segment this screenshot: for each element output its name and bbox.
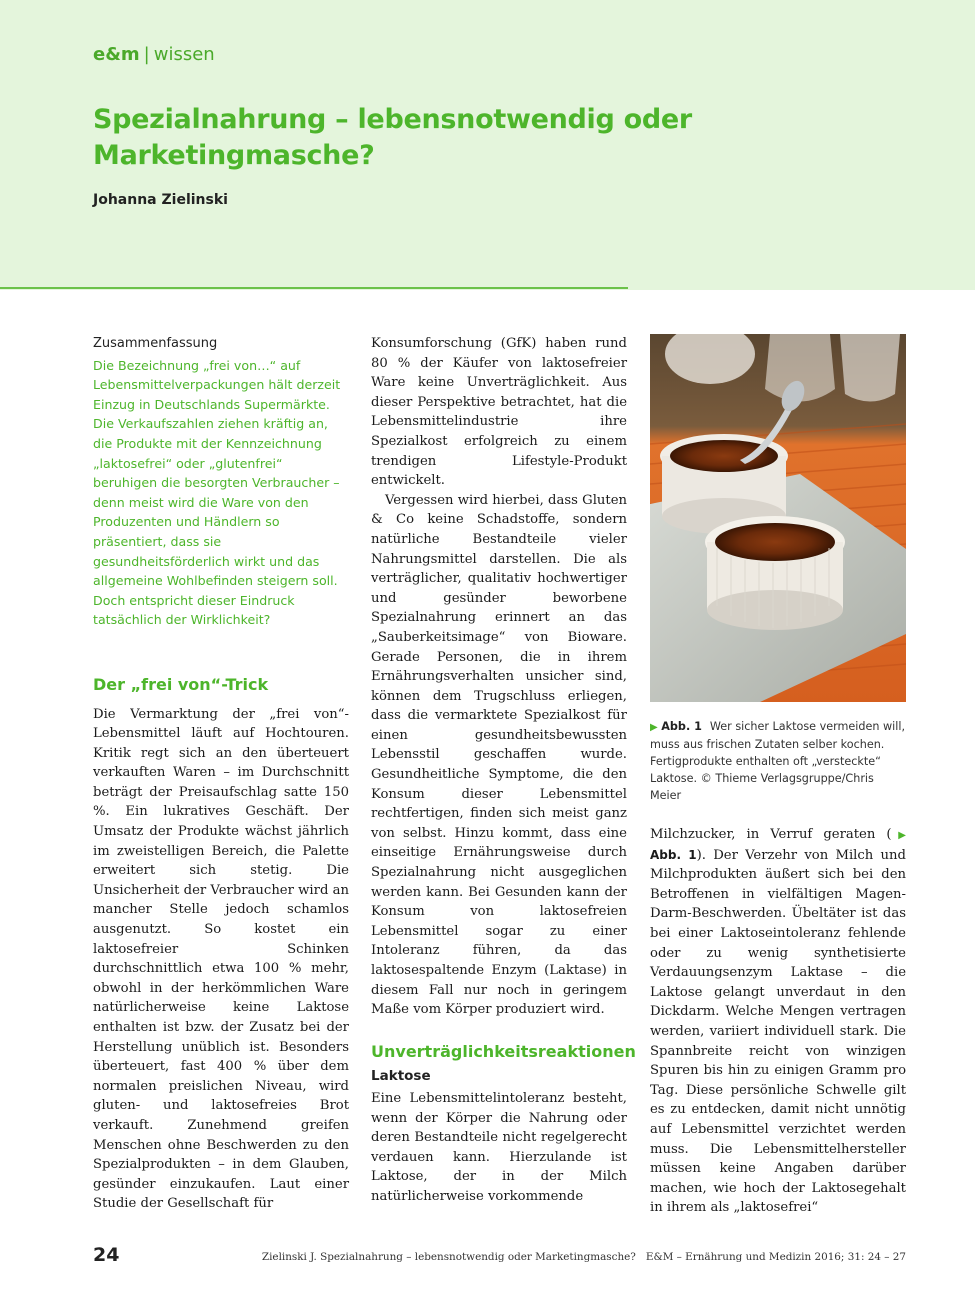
figure-creme-brulee-photo	[650, 334, 906, 702]
section-heading-frei-von: Der „frei von“-Trick	[93, 674, 269, 694]
arrow-right-icon: ▶	[650, 722, 658, 733]
page-number: 24	[93, 1244, 120, 1266]
body-paragraph: Eine Lebensmittelintoleranz besteht, wenn der Körper die Nahrung oder deren Bestandteile nicht regelgerecht verdauen kann. Hierzulande ist Laktose, der in der Milch natürlicherweise vorkommende	[371, 1090, 627, 1204]
column-3	[650, 825, 906, 1218]
photo-illustration	[650, 334, 906, 702]
section-name: wissen	[153, 44, 215, 65]
section-separator: |	[143, 44, 150, 65]
citation-text: Zielinski J. Spezialnahrung – lebensnotwendig oder Marketingmasche?	[261, 1251, 636, 1263]
abstract-heading: Zusammenfassung	[93, 336, 218, 351]
subheading-laktose: Laktose	[371, 1068, 431, 1085]
column-2	[371, 334, 636, 1207]
brand-logo: e&m	[93, 44, 140, 65]
body-text-flow-a	[93, 705, 349, 1214]
column-1	[93, 334, 349, 1214]
body-paragraph: Die Vermarktung der „frei von“-Lebensmittel läuft auf Hochtouren. Kritik regt sich an den überteuert verkauften Waren – im Durchschnitt beträgt der Preisaufschlag satte 150 %. Ein lukratives Geschäft. Der Umsatz der Produkte wächst jährlich im zweistelligen Bereich, die Palette erweitert sich stetig. Die Unsicherheit der Verbraucher wird an mancher Stelle jedoch schamlos ausgenutzt. So kostet ein laktosefreier Schinken durchschnittlich etwa 100 % mehr, obwohl in der herkömmlichen Ware natürlicherweise keine Laktose enthalten ist bzw. der Zusatz bei der Herstellung unüblich ist. Besonders überteuert, fast 400 % über dem normalen preislichen Niveau, wird gluten- und laktosefreies Brot verkauft. Zunehmend greifen Menschen ohne Beschwerden zu den Spezialprodukten – in dem Glauben, gesünder einzukaufen. Laut einer Studie der Gesellschaft für	[93, 706, 349, 1212]
body-paragraph: Vergessen wird hierbei, dass Gluten & Co keine Schadstoffe, sondern natürliche Bestandteile vieler Nahrungsmittel darstellen. Die als verträglicher, qualitativ hochwertiger und gesünder beworbene Spezialnahrung erinnert an das „Sauberkeitsimage“ von Bioware. Gerade Personen, die in ihrem Ernährungsverhalten unsicher sind, können dem Trugschluss erliegen, dass die vermarktete Spezialkost für einen gesundheitsbewussten Lebensstil geschaffen wurde. Gesundheitliche Symptome, die den Konsum dieser Lebensmittel rechtfertigen, finden sich meist ganz von selbst. Hinzu kommt, dass eine einseitige Ernährungsweise durch Spezialnahrung nicht ausgeglichen werden kann. Bei Gesunden kann der Konsum von laktosefreien Lebensmittel sogar zu einer Intoleranz führen, da das laktosespaltende Enzym (Laktase) in diesem Fall nur noch in geringem Maße vom Körper produziert wird.	[371, 492, 628, 1018]
article-title: Spezialnahrung – lebensnotwendig oder Marketingmasche?	[93, 104, 692, 171]
section-heading-unvertraeglichkeit: Unverträglichkeitsreaktionen	[371, 1041, 636, 1061]
body-text-flow-c	[650, 825, 906, 1218]
figure-label: Abb. 1	[661, 720, 702, 733]
section-label	[93, 44, 215, 65]
abstract-text: Die Bezeichnung „frei von…“ auf Lebensmittelverpackungen hält derzeit Einzug in Deutschlands Supermärkte. Die Verkaufszahlen ziehen kräftig an, die Produkte mit der Kennzeichnung „laktosefrei“ oder „glutenfrei“ beruhigen die besorgten Verbraucher – denn meist wird die Ware von den Produzenten und Händlern so präsentiert, dass sie gesundheitsförderlich wirkt und das allgemeine Wohlbefinden steigern soll. Doch entspricht dieser Eindruck tatsächlich der Wirklichkeit?	[93, 357, 341, 628]
footer-citation	[262, 1251, 906, 1263]
body-text-flow-b	[371, 334, 636, 1207]
header-divider	[0, 287, 628, 289]
figure-caption	[650, 718, 908, 804]
body-paragraph: Milchzucker, in Verruf geraten (▶ Abb. 1). Der Verzehr von Milch und Milchprodukten äußert sich bei den Betroffenen in vielfältigen Magen-Darm-Beschwerden. Übeltäter ist das bei einer Laktoseintoleranz fehlende oder zu wenig synthetisierte Verdauungsenzym Laktase – die Laktose gelangt unverdaut in den Dickdarm. Welche Mengen vertragen werden, variiert individuell stark. Die Spannbreite reicht von winzigen Spuren bis hin zu einigen Gramm pro Tag. Diese persönliche Schwelle gilt es zu entdecken, damit nicht unnötig auf Lebensmittel verzichtet werden muss. Die Lebensmittelhersteller müssen keine Angaben darüber machen, wie hoch der Laktosegehalt in ihrem als „laktosefrei“	[650, 827, 907, 1216]
article-author: Johanna Zielinski	[93, 192, 228, 208]
journal-info: E&M – Ernährung und Medizin 2016; 31: 24 – 27	[645, 1251, 906, 1263]
body-paragraph: Konsumforschung (GfK) haben rund 80 % der Käufer von laktosefreier Ware keine Unverträglichkeit. Aus dieser Perspektive betrachtet, hat die Lebensmittelindustrie ihre Spezialkost erfolgreich zu einem trendigen Lifestyle-Produkt entwickelt.	[371, 336, 628, 489]
figure-reference-link[interactable]: ▶ Abb. 1	[650, 830, 906, 862]
figure-caption-text: Wer sicher Laktose vermeiden will, muss aus frischen Zutaten selber kochen. Fertigprodukte enthalten oft „versteckte“ Laktose. © Thieme Verlagsgruppe/Chris Meier	[650, 720, 906, 802]
